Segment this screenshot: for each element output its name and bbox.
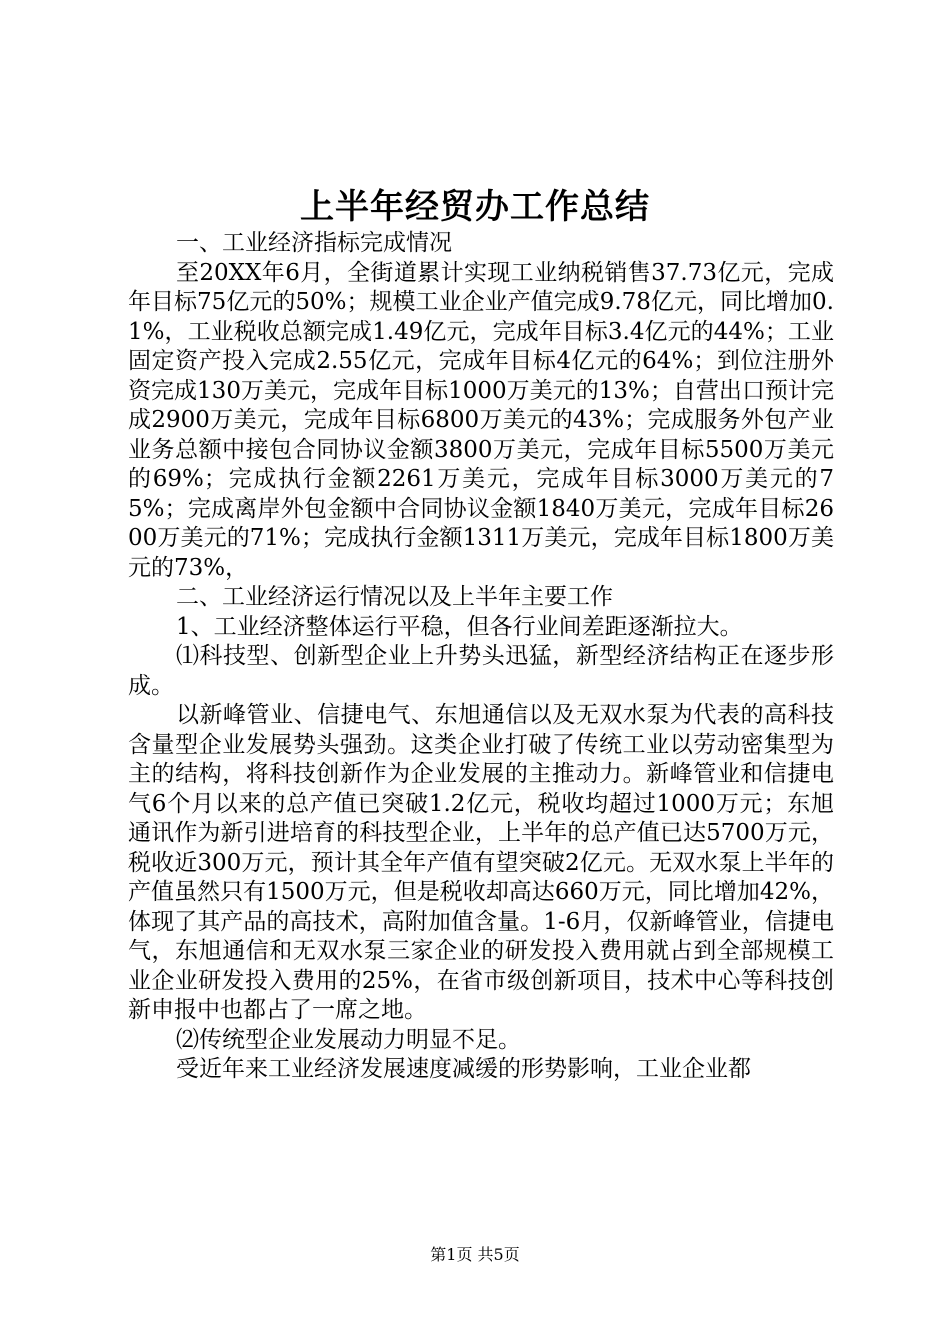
document-body bbox=[128, 229, 834, 1085]
paragraph-tech-enterprises: 以新峰管业、信捷电气、东旭通信以及无双水泵为代表的高科技含量型企业发展势头强劲。这类企业打破了传统工业以劳动密集型为主的结构，将科技创新作为企业发展的主推动力。新峰管业和信捷电气6个月以来的总产值已突破1.2亿元，税收均超过1000万元；东旭通讯作为新引进培育的科技型企业，上半年的总产值已达5700万元，税收近300万元，预计其全年产值有望突破2亿元。无双水泵上半年的产值虽然只有1500万元，但是税收却高达660万元，同比增加42%，体现了其产品的高技术，高附加值含量。1-6月，仅新峰管业，信捷电气，东旭通信和无双水泵三家企业的研发投入费用就占到全部规模工业企业研发投入费用的25%，在省市级创新项目，技术中心等科技创新申报中也都占了一席之地。 bbox=[128, 702, 834, 1023]
section-heading-1: 一、工业经济指标完成情况 bbox=[176, 230, 452, 256]
subsection-point-2: ⑵传统型企业发展动力明显不足。 bbox=[176, 1026, 521, 1053]
subsection-point-1: ⑴科技型、创新型企业上升势头迅猛，新型经济结构正在逐步形成。 bbox=[128, 643, 834, 699]
paragraph-traditional-enterprises: 受近年来工业经济发展速度减缓的形势影响，工业企业都 bbox=[176, 1056, 751, 1082]
section-heading-2: 二、工业经济运行情况以及上半年主要工作 bbox=[176, 584, 613, 610]
page-footer: 第1页 共5页 bbox=[430, 1245, 520, 1264]
document-title: 上半年经贸办工作总结 bbox=[300, 187, 650, 227]
subsection-heading-1: 1、工业经济整体运行平稳，但各行业间差距逐渐拉大。 bbox=[176, 613, 743, 640]
paragraph-indicators: 至20XX年6月，全街道累计实现工业纳税销售37.73亿元，完成年目标75亿元的50%；规模工业企业产值完成9.78亿元，同比增加0.1%，工业税收总额完成1.49亿元，完成年目标3.4亿元的44%；工业固定资产投入完成2.55亿元，完成年目标4亿元的64%；到位注册外资完成130万美元，完成年目标1000万美元的13%；自营出口预计完成2900万美元，完成年目标6800万美元的43%；完成服务外包产业业务总额中接包合同协议金额3800万美元，完成年目标5500万美元的69%；完成执行金额2261万美元，完成年目标3000万美元的75%；完成离岸外包金额中合同协议金额1840万美元，完成年目标2600万美元的71%；完成执行金额1311万美元，完成年目标1800万美元的73%， bbox=[128, 259, 834, 581]
